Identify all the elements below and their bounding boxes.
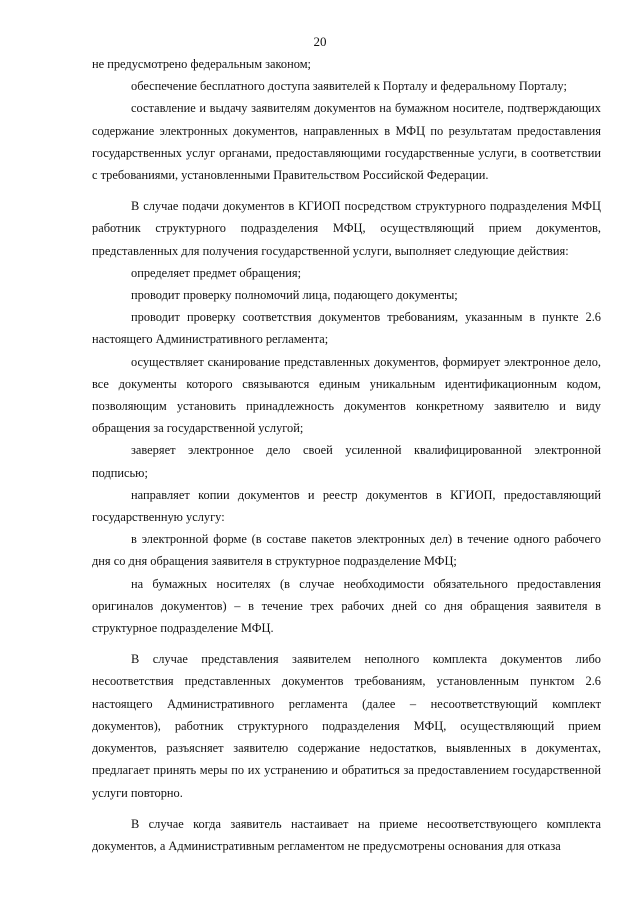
document-body bbox=[92, 53, 601, 857]
paragraph: проводит проверку соответствия документов требованиям, указанным в пункте 2.6 настоящего Административного регламента; bbox=[92, 310, 601, 347]
paragraph: проводит проверку полномочий лица, подающего документы; bbox=[131, 288, 458, 303]
paragraph: на бумажных носителях (в случае необходимости обязательного предоставления оригиналов документов) – в течение трех рабочих дней со дня обращения заявителя в структурное подразделение МФЦ. bbox=[92, 576, 601, 636]
paragraph: В случае когда заявитель настаивает на приеме несоответствующего комплекта документов, а Административным регламентом не предусмотрены основания для отказа bbox=[92, 816, 601, 853]
paragraph: обеспечение бесплатного доступа заявителей к Порталу и федеральному Порталу; bbox=[131, 79, 567, 94]
paragraph: определяет предмет обращения; bbox=[131, 265, 302, 280]
paragraph: В случае представления заявителем неполного комплекта документов либо несоответствия представленных документов требованиям, установленным пунктом 2.6 настоящего Административного регламента (далее – несоответствующий комплект документов), работник структурного подразделения МФЦ, осуществляющий прием документов, разъясняет заявителю содержание недостатков, выявленных в документах, предлагает принять меры по их устранению и обратиться за предоставлением государственной услуги повторно. bbox=[92, 652, 601, 800]
paragraph: не предусмотрено федеральным законом; bbox=[92, 57, 312, 71]
page-number: 20 bbox=[313, 34, 327, 49]
paragraph: в электронной форме (в составе пакетов электронных дел) в течение одного рабочего дня со дня обращения заявителя в структурное подразделение МФЦ; bbox=[92, 532, 601, 569]
paragraph: осуществляет сканирование представленных документов, формирует электронное дело, все документы которого связываются единым уникальным идентификационным кодом, позволяющим установить принадлежность документов конкретному заявителю и виду обращения за государственной услугой; bbox=[92, 354, 601, 436]
paragraph: В случае подачи документов в КГИОП посредством структурного подразделения МФЦ работник структурного подразделения МФЦ, осуществляющий прием документов, представленных для получения государственной услуги, выполняет следующие действия: bbox=[92, 199, 601, 258]
paragraph: заверяет электронное дело своей усиленной квалифицированной электронной подписью; bbox=[92, 443, 601, 480]
paragraph: направляет копии документов и реестр документов в КГИОП, предоставляющий государственную услугу: bbox=[92, 487, 601, 525]
paragraph: составление и выдачу заявителям документов на бумажном носителе, подтверждающих содержание электронных документов, направленных в МФЦ по результатам предоставления государственных услуг органами, предоставляющими государственные услуги, в соответствии с требованиями, установленными Правительством Российской Федерации. bbox=[92, 101, 601, 183]
